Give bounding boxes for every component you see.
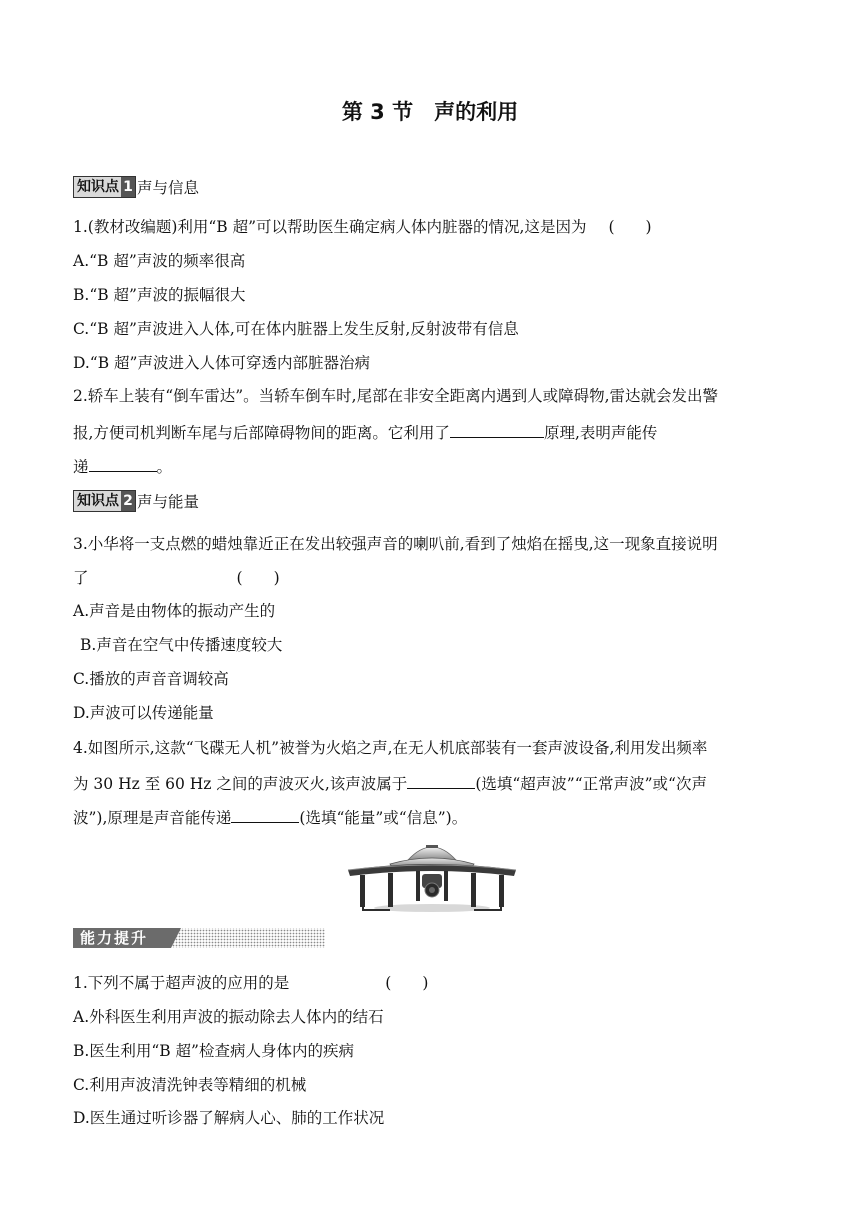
q2-line-3 (73, 455, 172, 477)
q4-text-b: (选填“超声波”“正常声波”或“次声 (475, 775, 707, 793)
badge-number: 2 (121, 491, 135, 511)
a1-option-c: C.利用声波清洗钟表等精细的机械 (73, 1076, 307, 1094)
question-text: 1.下列不属于超声波的应用的是 (73, 974, 290, 992)
answer-paren: ( ) (608, 218, 652, 236)
section-heading: 声与信息 (137, 179, 200, 197)
q3-line-1: 3.小华将一支点燃的蜡烛靠近正在发出较强声音的喇叭前,看到了烛焰在摇曳,这一现象直接说明 (73, 535, 718, 553)
a1-option-d: D.医生通过听诊器了解病人心、肺的工作状况 (73, 1109, 385, 1127)
answer-paren: ( ) (385, 974, 429, 992)
a1-option-b: B.医生利用“B 超”检查病人身体内的疾病 (73, 1042, 354, 1060)
q3-option-c: C.播放的声音音调较高 (73, 670, 229, 688)
knowledge-point-1-header (73, 176, 199, 198)
section-heading: 声与能量 (137, 493, 200, 511)
q3-option-b: B.声音在空气中传播速度较大 (80, 636, 283, 654)
q4-text-d: (选填“能量”或“信息”)。 (299, 809, 468, 827)
q4-text-a: 为 30 Hz 至 60 Hz 之间的声波灭火,该声波属于 (73, 775, 408, 793)
q2-line-1: 2.轿车上装有“倒车雷达”。当轿车倒车时,尾部在非安全距离内遇到人或障碍物,雷达就会发出警 (73, 387, 718, 405)
question-1-stem (73, 217, 652, 237)
q1-option-b: B.“B 超”声波的振幅很大 (73, 286, 246, 304)
q3-option-d: D.声波可以传递能量 (73, 704, 214, 722)
answer-blank[interactable] (89, 455, 157, 472)
q4-line-2 (73, 772, 707, 794)
q2-text-a: 报,方便司机判断车尾与后部障碍物间的距离。它利用了 (73, 424, 450, 442)
badge-label: 知识点 (77, 493, 119, 509)
q2-line-2 (73, 421, 657, 443)
question-text: 1.(教材改编题)利用“B 超”可以帮助医生确定病人体内脏器的情况,这是因为 (73, 218, 587, 236)
q1-option-d: D.“B 超”声波进入人体可穿透内部脏器治病 (73, 354, 370, 372)
badge-label: 知识点 (77, 179, 119, 195)
question-text: 了 (73, 569, 89, 587)
q3-line-2 (73, 568, 280, 588)
page-title: 第 3 节 声的利用 (341, 100, 519, 124)
ability-question-1-stem (73, 973, 428, 993)
knowledge-point-badge (73, 176, 136, 198)
q4-line-3 (73, 806, 467, 828)
q2-text-b: 原理,表明声能传 (543, 424, 658, 442)
ability-label: 能力提升 (80, 929, 149, 947)
a1-option-a: A.外科医生利用声波的振动除去人体内的结石 (73, 1008, 384, 1026)
knowledge-point-2-header (73, 490, 199, 512)
q1-option-a: A.“B 超”声波的频率很高 (73, 252, 246, 270)
q1-option-c: C.“B 超”声波进入人体,可在体内脏器上发生反射,反射波带有信息 (73, 320, 519, 338)
q2-text-c: 递 (73, 458, 89, 476)
answer-paren: ( ) (236, 569, 280, 587)
knowledge-point-badge (73, 490, 136, 512)
q4-line-1: 4.如图所示,这款“飞碟无人机”被誉为火焰之声,在无人机底部装有一套声波设备,利用发出频率 (73, 739, 708, 757)
answer-blank[interactable] (450, 421, 544, 438)
answer-blank[interactable] (231, 806, 299, 823)
answer-blank[interactable] (407, 772, 475, 789)
q3-option-a: A.声音是由物体的振动产生的 (73, 602, 276, 620)
q2-text-d: 。 (156, 458, 173, 476)
q4-text-c: 波”),原理是声音能传递 (73, 809, 232, 827)
ufo-drone-image (346, 838, 518, 914)
badge-number: 1 (121, 177, 135, 197)
